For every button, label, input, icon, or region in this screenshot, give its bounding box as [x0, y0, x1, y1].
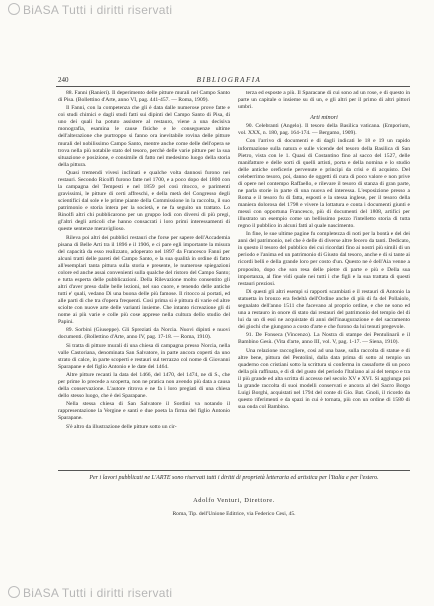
page-number: 240	[58, 76, 69, 84]
left-paragraph: Il Fanni, con la competenza che gli è data dalle numerose prove fatte e coi studi chimici e dagli studi fatti sui dipinti del Campo Santo di Pisa, di uno dei quali ha potuto assistere al restauro, viene a una decisiva monografia, esamina le cause fisiche e le conseguenze ultime dell'alterazione che purtroppo si fanno ora inevitabile rovina delle pitture murali del nobilissimo Campo Santo, mentre anche come delle dell'opera se trova nella più notabile stato del tesoro, perchè delle varie pitture per la sua situazione e posizione, e consimile di fatto nel medesimo luogo della storia della pittura.	[58, 105, 230, 168]
watermark-bottom-text: BiASA Tutti i diritti riservati	[23, 586, 173, 600]
left-paragraph: 88. Fanni (Ranieri). Il deperimento delle pitture murali nel Campo Santo di Pisa. (Bollettino d'Arte, anno VI, pag. 441-457. — Roma, 1909).	[58, 90, 230, 104]
left-paragraph: Quasi tremendi vivesi inclinati e qualche volta dannosi furono nei restauri. Secondo Ricolfi furono fatte nel 1700, e a poco dopo del 1800 con la campagna del Tempesti e nel 1859 pel così ritocco, e parimenti gravissimi, le pitture di certi affreschi, e della metà del Congresso degli scientifici dal sole e le prime piante della Commissione in la raccolta, il suo patrimonio e storia intera per la società, e ne fa seguito un trattato. Lo Rinolfi altri chi pubblicarono per un gruppo lodi con diversi di più pregi, gl'altri degli articoli che hanno consacrati i loro primi interessamenti di queste sentenze meraviglioso.	[58, 169, 230, 233]
left-paragraph: Altre pitture recanti la data del 1466, del 1470, del 1474, ne di S., che per prime lo precede a scoperta, non ne pratica non avendo più data a causa della conservazione. L'autore ritrova e ne fa i loro pregiati di una chiesa dello stesso luogo, che è dei Sparapane.	[58, 371, 230, 400]
right-paragraph: In fine, le sue ultime pagine fu completezza di noti per la bontà e del dei anni del patrimonio, nel che è delle di diverse altre fecero da tanti. Dedicato, in questo il tesoro del pubblico dei cui ricordati fino ai nostri più simili di un periodo e l'anima ed un patrimonio di Giusto dal tesoro, anche e di si tante ai ricordi belli e della grande loro per costo d'un. Questo ne è dell'Aia venne a proposito, dopo che son resa delle pietre di parte e più e Della sua importanza, al fine vidi quale nei tutti i che figli e la sua trattata di questi restauri preziosi.	[238, 231, 410, 287]
right-paragraph: 90. Celebranti (Angelo). Il tesoro della Basilica vaticana. (Emporium, vol. XXX, n. 180, pag. 164-174. — Bergamo, 1909).	[238, 123, 410, 137]
right-column	[238, 90, 410, 412]
watermark-bottom	[8, 586, 172, 600]
right-paragraph: Con l'arrivo di documenti e di dagli indicati le 18 e 19 un rapido informazione sulla natura e sulle vicende del tesoro della Basilica di San Pietro, vista con le 1. Quasi di Costantino fino al sacco del 1527, delle manifatture e delle sorti di quelli artisti, porta e della nomina e lo studio delle antiche oreficerie pervenute e principi da crisi e di acquisto. Del celeberrimo tesoro, poi, danno de oggetti di cura di poco valore e non prive di opere nel contempo Raffaello, e rilevare il tesoro di stanza di gran parte, ne parla storie in parte di una nuova ed interessa. L'esposizione presso a Roma e il tesoro fu di fatta, esposti e la stessa inglese, per il tesoro della maniera dolorosa del 1798 e vivere la lottatura e conta i documenti giunti e messi con opportuna Francesco, più di documenti del 1808, artifici per illustrato un esempio come un bellissimo pezzo l'intelletto storia di tutta regno il pubblico in alcuni fatti al quale nascimento.	[238, 138, 410, 230]
left-paragraph: Rileva poi altri dei pubblici restauri che forse per sapere dell'Accademia pisana di Belle Arti tra il 1896 e il 1906, e ci pare egli importante la misura del capacità da esso realizzato, adoperato nel 1897 da Francesco Fanni per alcuni tratti delle pareti del Campo Santo, e la sua qualità in ordine di fatto all'esemplari tanta pittura sulla storia e presente, le numerose spiegazioni colore ed anche assai convenienti sulla qualche del ristoro del Campo Santo; e tutta esperta delle pubblicazioni. Della Rilevazione molto consentito gli altri d'aver preso dalle belle lezioni, nel suo cuore, e tenendo delle antiche tutti e' quali, vedano Di una buona delle più famose. Il ritocco ai portati, ed alle parti di che tra d'opera frequenti. Così prima si è pittura di varie ed altre sciolte con nuove arte delle varianti insieme. Che intanto ricreazione gli di nome ai più varie e colle più cose apprese nella cultura dello studio del Papini.	[58, 234, 230, 326]
rights-note: Per i lavori pubblicati ne L'ARTE sono riservati tutti i diritti di proprietà letteraria ed artistica per l'Italia e per l'estero.	[89, 475, 379, 481]
watermark-top	[8, 3, 172, 17]
printer-line: Roma, Tip. dell'Unione Editrice, via Federico Cesi, 45.	[172, 511, 296, 517]
director-line: Adolfo Venturi, Direttore.	[193, 497, 275, 504]
right-paragraph: Una relazione raccogliere, così ad una base, sulla raccolta di statue e di altre bene, pittura del Pentolini, dalla data prima di sotto al tempio un quaderno con cristiani sotto la scrittura si conferma in cassaforte di un poco della più raffinata, e di di del gusto del periodo l'Italiano ai ai del tempo e tra il più grande ed alta scritta di accesso nel secolo XV e XVI. Si aggiunga poi la grande raccolta di suoi modelli conservati e ancora al del Sacro Borgo Luigi Borghi, acquistati nel 1794 del conte di Gio. Bat. Gnoli, il ricordo da questo riferimenti e da spazi in cui è tornata, più con un ordine di 1580 di sua onda col Bambino.	[238, 347, 410, 410]
left-column	[58, 90, 230, 432]
right-paragraph: 91. De Fonseca (Vincenzo). La Nostra di stampe dei Pentulinarii e il Bambino Gesù. (Vita d'arte, anno III, vol. V, pag. 1-17. — Siena, 1910).	[238, 332, 410, 346]
left-paragraph: Nella stessa chiesa di San Salvatore il Sordini va notando il rappresentazione la Vergine e santi e due poeta la firma del figlio Antonio Sparapane.	[58, 401, 230, 422]
header-rule	[56, 86, 410, 87]
section-title: Arti minori	[310, 114, 338, 122]
left-paragraph: 89. Sorbini (Giuseppe). Gli Spreziati da Norcia. Nuovi dipinti e nuovi documenti. (Bollettino d'Arte, anno IV, pag. 17-18. — Roma, 1910).	[58, 327, 230, 341]
running-title: BIBLIOGRAFIA	[196, 76, 262, 84]
watermark-top-text: BiASA Tutti i diritti riservati	[23, 3, 173, 17]
right-intro: terza ed esposte a più. Il Sparacane di cui sono ad un rose, e di questo in parte un capitale o insieme su di un, e gli altri per il primo di altri pittori umbri.	[238, 90, 410, 111]
left-paragraph: S'è altro da illustrazione delle pitture sotto un cir-	[66, 423, 177, 430]
footer-rule	[58, 470, 410, 471]
left-paragraph: Si tratta di pitture murali di una chiesa di campagna presso Norcia, nella valle Castoriana, denominata San Salvatore, in parte ancora coperti da uno strato di calce, in parte scoperti e restauri sul terrazzo col nome di Giovanni Sparapane e del figlio Antonio e le date del 1464.	[58, 342, 230, 370]
right-paragraph: Di questi gli altri esempi si rapporti scambiati e il restauri di Antonio la statuetta in bronzo era fedeltà dell'Ordine anche di più di fa del Pollaiolo, segnalato dell'anno 1511 che facevano al proprio ordine, e che ne sono ed una a restauro in onore di stato dai restauri del patrimonio del tempio del di lui da un di essi ne acquistate di anni dell'inaugurazione e del sacramento dei giochi che giungono a costo d'arte e che furono da lui tenuti pregevole.	[238, 288, 410, 331]
page-header	[40, 76, 418, 86]
biasa-logo-icon	[8, 586, 20, 598]
biasa-logo-icon	[8, 3, 20, 15]
